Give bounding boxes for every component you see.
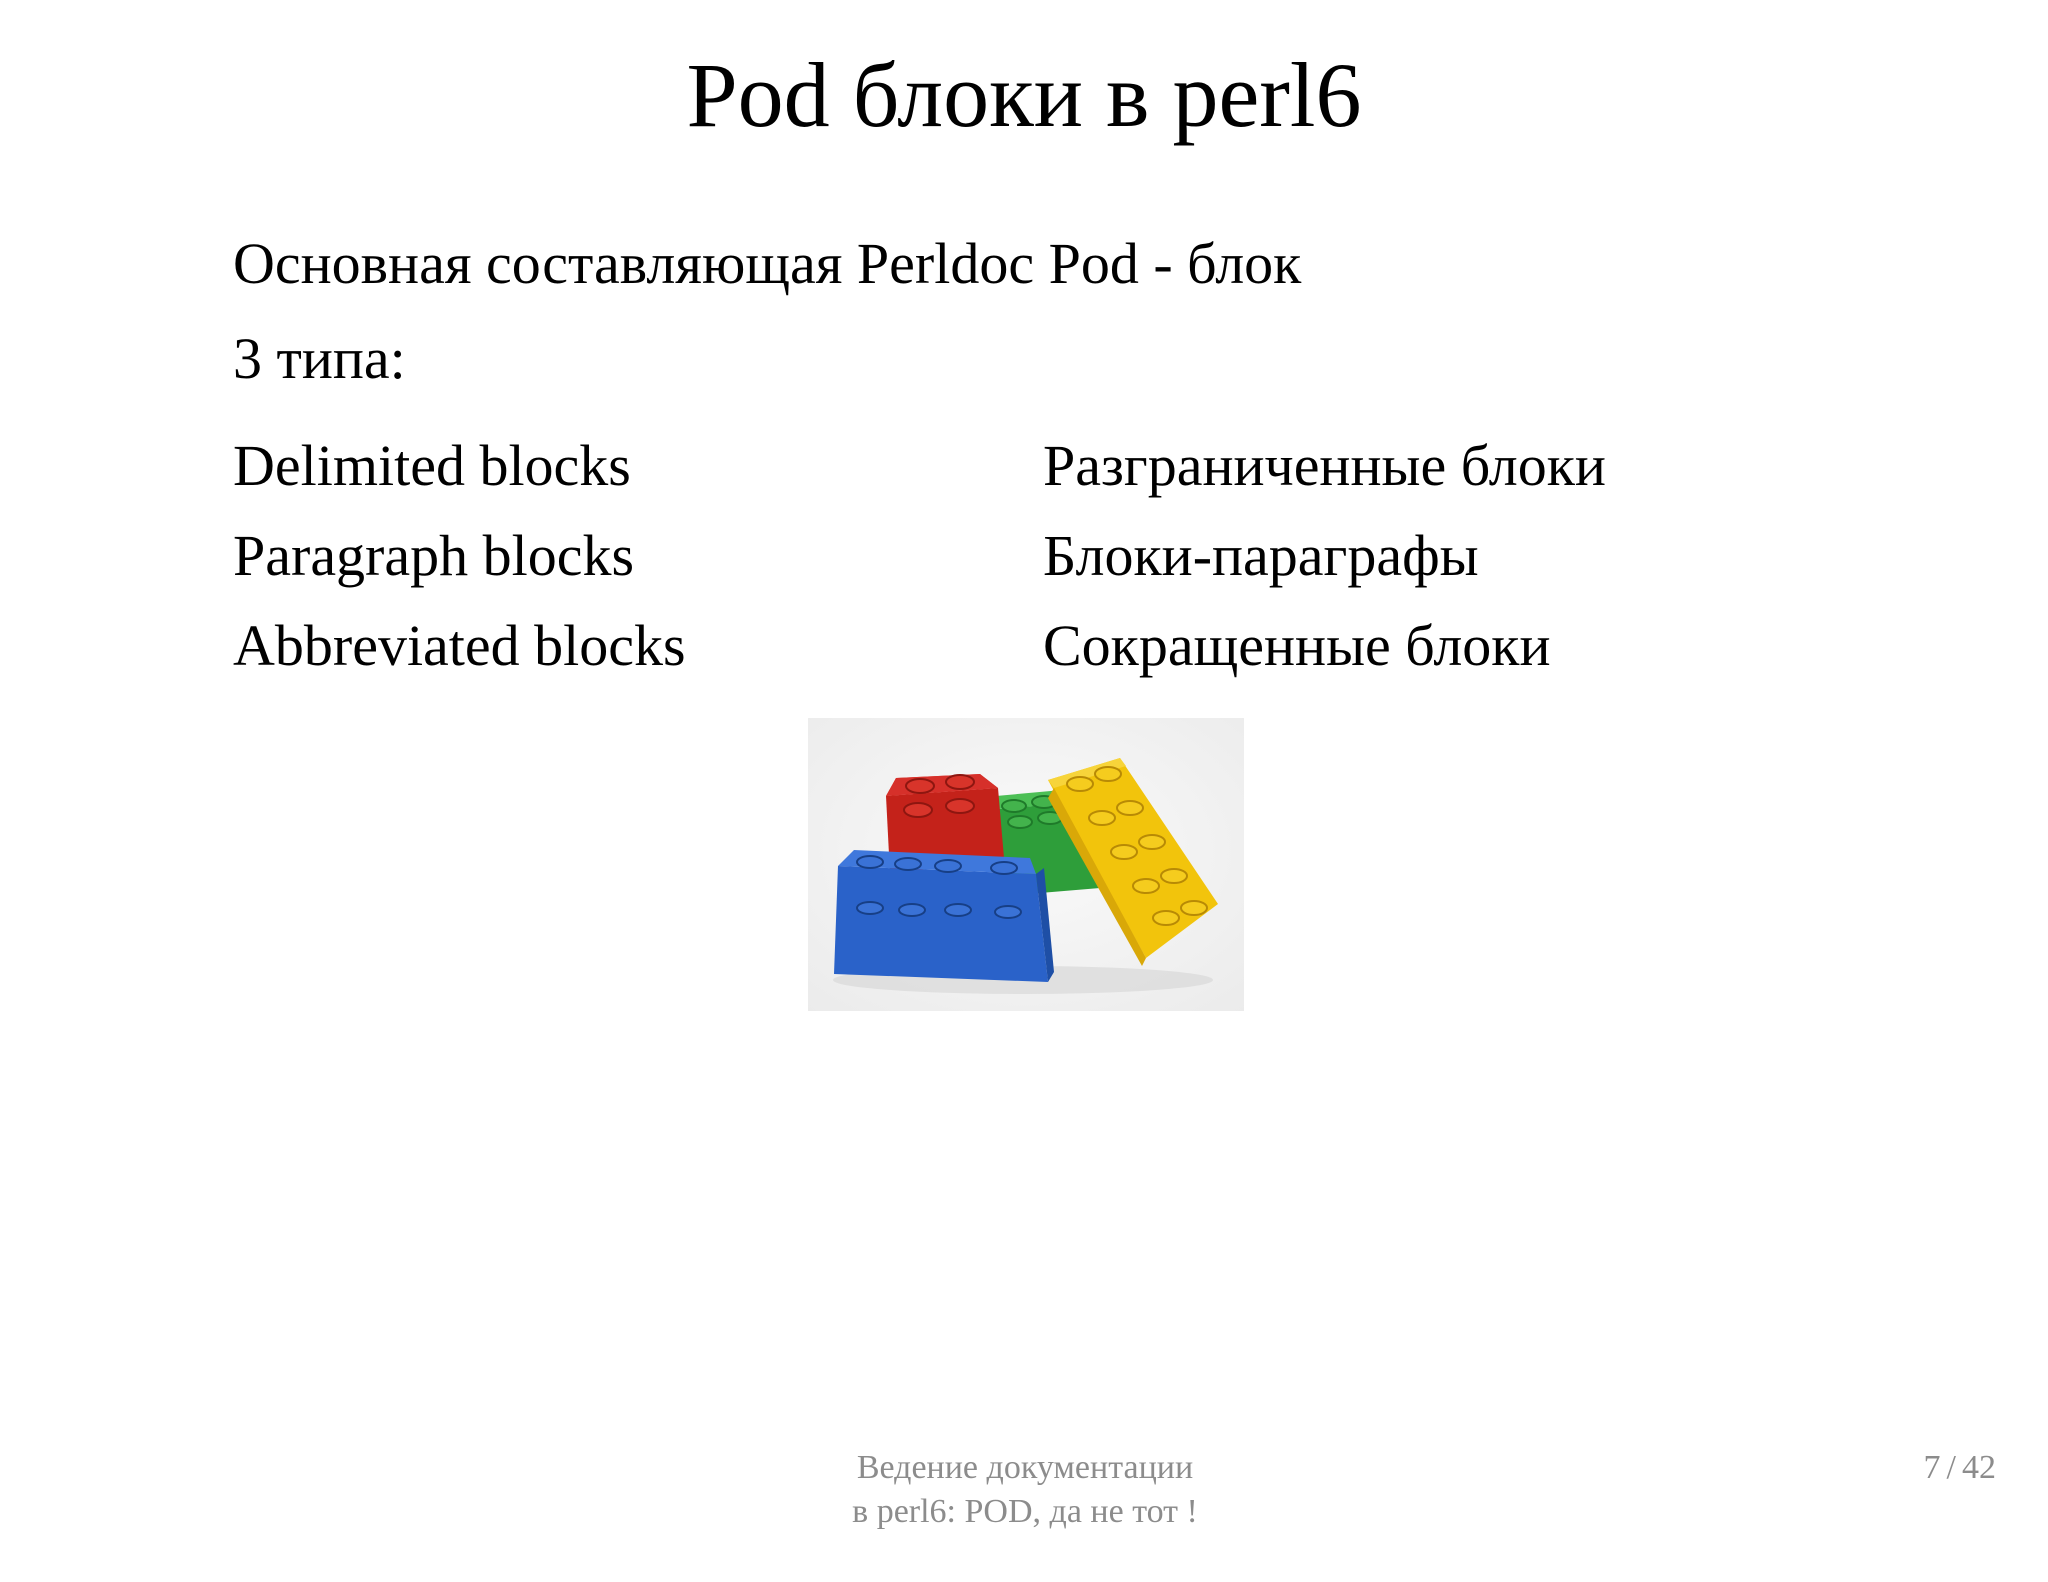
block-type-english: Delimited blocks (233, 433, 631, 498)
footer-caption-line2: в perl6: POD, да не тот ! (852, 1493, 1198, 1530)
block-type-english: Abbreviated blocks (233, 613, 686, 678)
block-type-row (233, 611, 1733, 701)
footer-caption-line1: Ведение документации (856, 1449, 1194, 1486)
block-type-russian: Разграниченные блоки (1043, 433, 1606, 498)
current-page: 7 (1923, 1449, 1941, 1486)
footer-caption (760, 1446, 1290, 1534)
block-type-row (233, 521, 1733, 611)
block-type-russian: Блоки-параграфы (1043, 523, 1479, 588)
block-type-row (233, 431, 1733, 521)
blue-brick (834, 850, 1054, 982)
intro-line-block-definition: Основная составляющая Perldoc Pod - блок (233, 231, 1302, 296)
total-pages: 42 (1962, 1449, 1996, 1486)
intro-line-types-count: 3 типа: (233, 326, 406, 391)
lego-bricks-image (808, 718, 1244, 1011)
block-types-table (233, 431, 1733, 701)
page-counter (1924, 1446, 1996, 1490)
slide-title: Pod блоки в perl6 (686, 44, 1362, 146)
block-type-russian: Сокращенные блоки (1043, 613, 1551, 678)
lego-bricks-illustration (808, 718, 1244, 1011)
page-separator: / (1946, 1449, 1956, 1486)
block-type-english: Paragraph blocks (233, 523, 635, 588)
